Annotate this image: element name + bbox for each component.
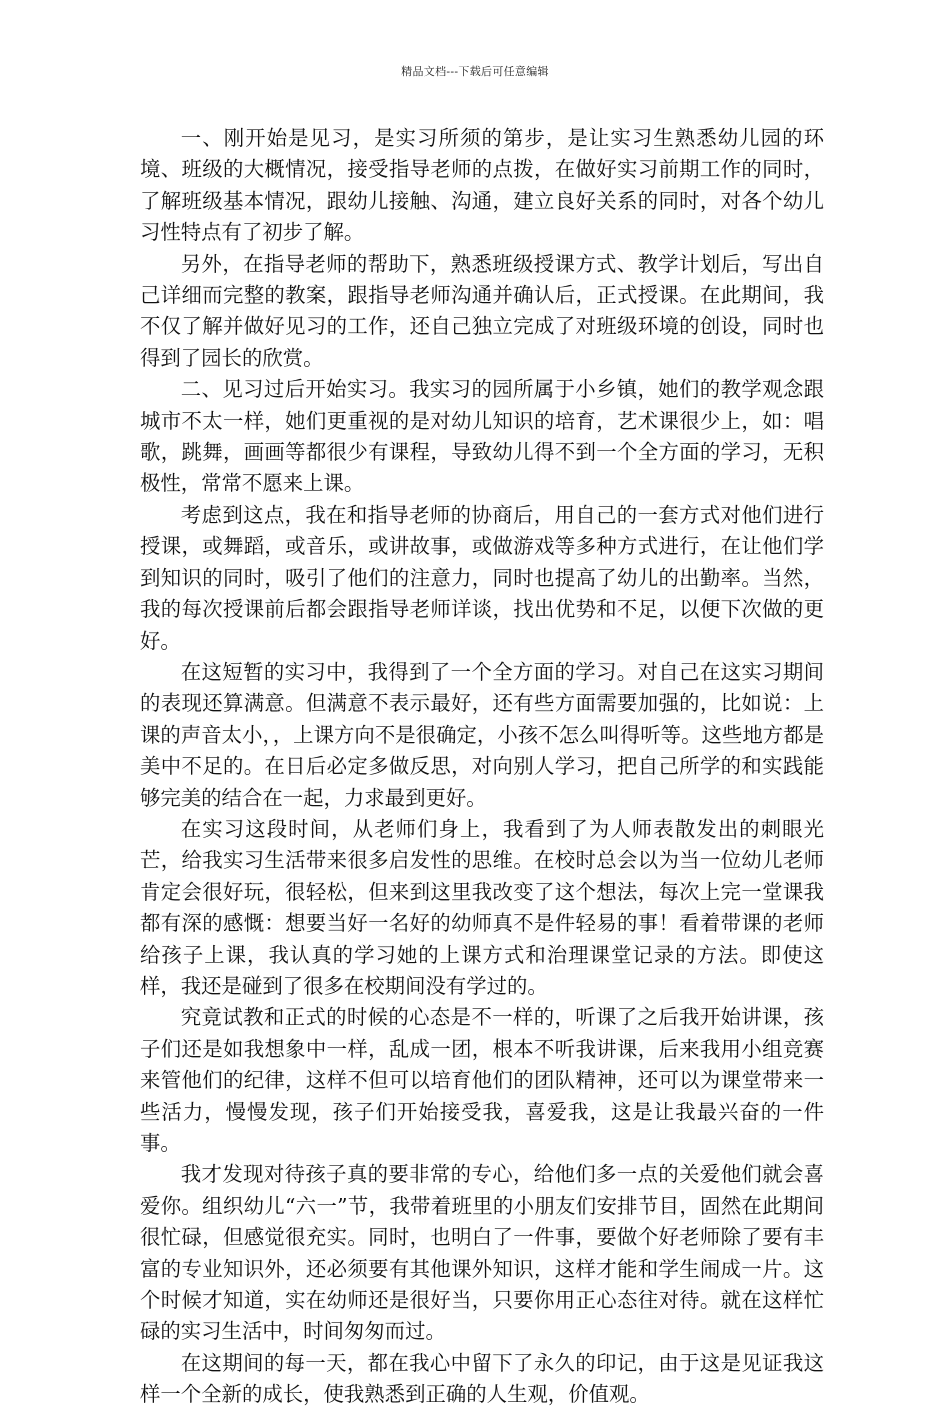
paragraph-8: 我才发现对待孩子真的要非常的专心，给他们多一点的关爱他们就会喜爱你。组织幼儿“六一”节，我带着班里的小朋友们安排节目，固然在此期间很忙碌，但感觉很充实。同时，也明白了一件事，要做个好老师除了要有丰富的专业知识外，还必须要有其他课外知识，这样才能和学生闹成一片。这个时候才知道，实在幼师还是很好当，只要你用正心态往对待。就在这样忙碌的实习生活中，时间匆匆而过。 — [140, 1162, 824, 1344]
paragraph-3: 二、见习过后开始实习。我实习的园所属于小乡镇，她们的教学观念跟城市不太一样，她们更重视的是对幼儿知识的培育，艺术课很少上，如：唱歌，跳舞，画画等都很少有课程，导致幼儿得不到一个全方面的学习，无积极性，常常不愿来上课。 — [140, 377, 824, 496]
paragraph-7: 究竟试教和正式的时候的心态是不一样的，听课了之后我开始讲课，孩子们还是如我想象中一样，乱成一团，根本不听我讲课，后来我用小组竞赛来管他们的纪律，这样不但可以培育他们的团队精神，还可以为课堂带来一些活力，慢慢发现，孩子们开始接受我，喜爱我，这是让我最兴奋的一件事。 — [140, 1005, 824, 1155]
page-header: 精品文档---下载后可任意编辑 — [401, 65, 549, 78]
paragraph-2: 另外，在指导老师的帮助下，熟悉班级授课方式、教学计划后，写出自己详细而完整的教案，跟指导老师沟通并确认后，正式授课。在此期间，我不仅了解并做好见习的工作，还自己独立完成了对班级环境的创设，同时也得到了园长的欣赏。 — [140, 251, 824, 370]
paragraph-6: 在实习这段时间，从老师们身上，我看到了为人师表散发出的刺眼光芒，给我实习生活带来很多启发性的思维。在校时总会以为当一位幼儿老师肯定会很好玩，很轻松，但来到这里我改变了这个想法，每次上完一堂课我都有深的感慨：想要当好一名好的幼师真不是件轻易的事！看着带课的老师给孩子上课，我认真的学习她的上课方式和治理课堂记录的方法。即使这样，我还是碰到了很多在校期间没有学过的。 — [140, 816, 824, 998]
paragraph-1: 一、刚开始是见习，是实习所须的第步，是让实习生熟悉幼儿园的环境、班级的大概情况，接受指导老师的点拨，在做好实习前期工作的同时，了解班级基本情况，跟幼儿接触、沟通，建立良好关系的同时，对各个幼儿习性特点有了初步了解。 — [140, 126, 824, 245]
paragraph-5: 在这短暂的实习中，我得到了一个全方面的学习。对自己在这实习期间的表现还算满意。但满意不表示最好，还有些方面需要加强的，比如说：上课的声音太小，，上课方向不是很确定，小孩不怎么叫得听等。这些地方都是美中不足的。在日后必定多做反思，对向别人学习，把自己所学的和实践能够完美的结合在一起，力求最到更好。 — [140, 659, 824, 810]
paragraph-9: 在这期间的每一天，都在我心中留下了永久的印记，由于这是见证我这样一个全新的成长，使我熟悉到正确的人生观，价值观。 — [140, 1350, 824, 1407]
paragraph-4: 考虑到这点，我在和指导老师的协商后，用自己的一套方式对他们进行授课，或舞蹈，或音乐，或讲故事，或做游戏等多种方式进行，在让他们学到知识的同时，吸引了他们的注意力，同时也提高了幼儿的出勤率。当然，我的每次授课前后都会跟指导老师详谈，找出优势和不足，以便下次做的更好。 — [140, 502, 824, 653]
document-body — [140, 123, 824, 1411]
